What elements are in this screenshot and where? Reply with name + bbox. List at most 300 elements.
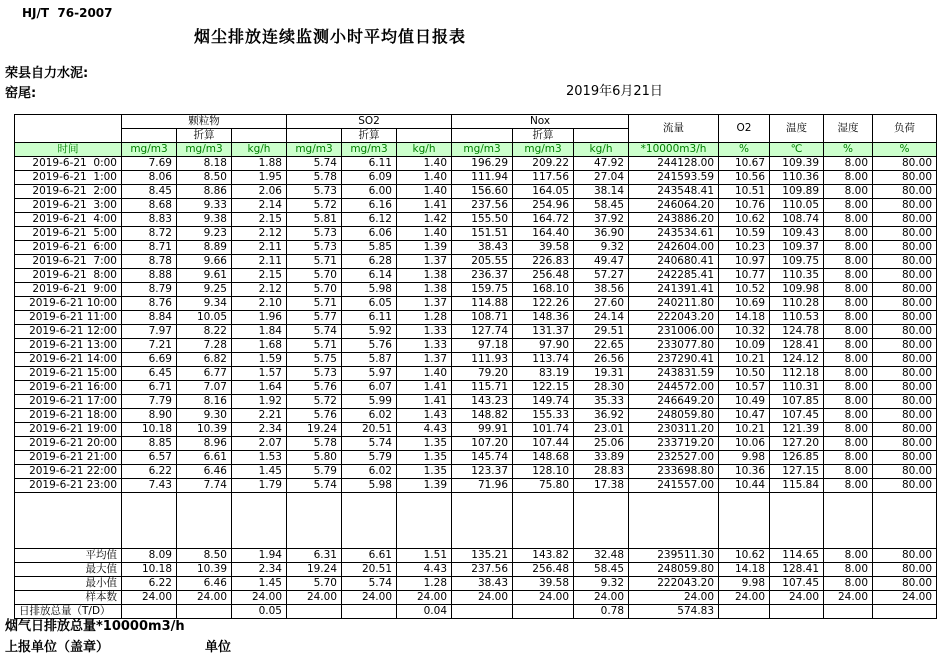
daily-total-value	[513, 605, 574, 619]
value-cell: 10.56	[719, 171, 770, 185]
value-cell: 39.58	[513, 241, 574, 255]
summary-value: 9.98	[719, 577, 770, 591]
daily-total-value	[873, 605, 937, 619]
value-cell: 1.39	[397, 241, 452, 255]
value-cell: 123.37	[452, 465, 513, 479]
value-cell: 19.31	[574, 367, 629, 381]
value-cell: 8.50	[177, 171, 232, 185]
value-cell: 80.00	[873, 311, 937, 325]
unit-header: mg/m3	[122, 143, 177, 157]
value-cell: 8.96	[177, 437, 232, 451]
value-cell: 1.40	[397, 227, 452, 241]
group-temp: 温度	[770, 115, 824, 143]
value-cell: 1.37	[397, 353, 452, 367]
value-cell: 8.00	[824, 283, 873, 297]
value-cell: 110.36	[770, 171, 824, 185]
group-nox: Nox	[452, 115, 629, 129]
value-cell: 2.10	[232, 297, 287, 311]
value-cell: 80.00	[873, 213, 937, 227]
value-cell: 149.74	[513, 395, 574, 409]
unit-header: mg/m3	[287, 143, 342, 157]
blank-row	[15, 493, 937, 549]
value-cell: 9.32	[574, 241, 629, 255]
value-cell: 196.29	[452, 157, 513, 171]
value-cell: 8.00	[824, 395, 873, 409]
summary-value: 24.00	[177, 591, 232, 605]
value-cell: 8.00	[824, 269, 873, 283]
value-cell: 6.14	[342, 269, 397, 283]
value-cell: 8.71	[122, 241, 177, 255]
value-cell: 112.18	[770, 367, 824, 381]
blank-cell	[122, 129, 177, 143]
group-header-row	[15, 115, 937, 129]
value-cell: 10.36	[719, 465, 770, 479]
summary-value: 24.00	[824, 591, 873, 605]
value-cell: 8.00	[824, 451, 873, 465]
value-cell: 10.57	[719, 381, 770, 395]
value-cell: 10.06	[719, 437, 770, 451]
daily-total-value	[770, 605, 824, 619]
table-row	[15, 423, 937, 437]
value-cell: 128.41	[770, 339, 824, 353]
value-cell: 151.51	[452, 227, 513, 241]
value-cell: 8.00	[824, 465, 873, 479]
value-cell: 110.28	[770, 297, 824, 311]
value-cell: 246649.20	[629, 395, 719, 409]
value-cell: 8.72	[122, 227, 177, 241]
value-cell: 8.06	[122, 171, 177, 185]
value-cell: 6.06	[342, 227, 397, 241]
summary-value: 24.00	[574, 591, 629, 605]
unit-header: %	[824, 143, 873, 157]
unit-header: mg/m3	[177, 143, 232, 157]
value-cell: 5.74	[287, 325, 342, 339]
value-cell: 1.84	[232, 325, 287, 339]
value-cell: 5.74	[287, 479, 342, 493]
value-cell: 5.73	[287, 227, 342, 241]
value-cell: 8.45	[122, 185, 177, 199]
value-cell: 164.05	[513, 185, 574, 199]
value-cell: 4.43	[397, 423, 452, 437]
value-cell: 243534.61	[629, 227, 719, 241]
blank-cell	[287, 129, 342, 143]
value-cell: 5.71	[287, 339, 342, 353]
value-cell: 2.21	[232, 409, 287, 423]
value-cell: 1.68	[232, 339, 287, 353]
value-cell: 5.72	[287, 199, 342, 213]
converted-label: 折算	[177, 129, 232, 143]
value-cell: 131.37	[513, 325, 574, 339]
daily-total-value: 0.78	[574, 605, 629, 619]
value-cell: 209.22	[513, 157, 574, 171]
value-cell: 110.05	[770, 199, 824, 213]
summary-value: 107.45	[770, 577, 824, 591]
group-o2: O2	[719, 115, 770, 143]
value-cell: 1.59	[232, 353, 287, 367]
value-cell: 80.00	[873, 423, 937, 437]
value-cell: 7.28	[177, 339, 232, 353]
value-cell: 75.80	[513, 479, 574, 493]
table-row	[15, 381, 937, 395]
summary-label: 样本数	[15, 591, 122, 605]
daily-total-value: 574.83	[629, 605, 719, 619]
summary-value: 6.22	[122, 577, 177, 591]
value-cell: 8.00	[824, 199, 873, 213]
value-cell: 80.00	[873, 479, 937, 493]
summary-value: 24.00	[232, 591, 287, 605]
value-cell: 33.89	[574, 451, 629, 465]
group-so2: SO2	[287, 115, 452, 129]
summary-value: 5.74	[342, 577, 397, 591]
summary-value: 80.00	[873, 563, 937, 577]
report-table	[14, 114, 937, 619]
value-cell: 7.69	[122, 157, 177, 171]
value-cell: 1.45	[232, 465, 287, 479]
value-cell: 80.00	[873, 395, 937, 409]
value-cell: 6.28	[342, 255, 397, 269]
blank-cell	[770, 493, 824, 549]
value-cell: 2.14	[232, 199, 287, 213]
value-cell: 80.00	[873, 283, 937, 297]
value-cell: 2.15	[232, 213, 287, 227]
value-cell: 6.07	[342, 381, 397, 395]
time-cell: 2019-6-21 12:00	[15, 325, 122, 339]
value-cell: 9.34	[177, 297, 232, 311]
value-cell: 237.56	[452, 199, 513, 213]
time-cell: 2019-6-21 14:00	[15, 353, 122, 367]
value-cell: 29.51	[574, 325, 629, 339]
value-cell: 10.09	[719, 339, 770, 353]
value-cell: 110.31	[770, 381, 824, 395]
value-cell: 8.00	[824, 367, 873, 381]
value-cell: 8.00	[824, 227, 873, 241]
value-cell: 5.73	[287, 185, 342, 199]
value-cell: 111.94	[452, 171, 513, 185]
summary-value: 19.24	[287, 563, 342, 577]
blank-cell	[574, 493, 629, 549]
summary-value: 8.50	[177, 549, 232, 563]
value-cell: 9.23	[177, 227, 232, 241]
table-row	[15, 437, 937, 451]
value-cell: 233719.20	[629, 437, 719, 451]
value-cell: 71.96	[452, 479, 513, 493]
value-cell: 5.80	[287, 451, 342, 465]
value-cell: 240211.80	[629, 297, 719, 311]
value-cell: 80.00	[873, 241, 937, 255]
value-cell: 1.40	[397, 171, 452, 185]
unit-header: mg/m3	[342, 143, 397, 157]
value-cell: 38.14	[574, 185, 629, 199]
value-cell: 10.44	[719, 479, 770, 493]
value-cell: 1.33	[397, 325, 452, 339]
value-cell: 117.56	[513, 171, 574, 185]
value-cell: 8.18	[177, 157, 232, 171]
value-cell: 10.51	[719, 185, 770, 199]
value-cell: 241557.00	[629, 479, 719, 493]
summary-value: 24.00	[287, 591, 342, 605]
value-cell: 5.71	[287, 297, 342, 311]
time-cell: 2019-6-21 18:00	[15, 409, 122, 423]
value-cell: 8.00	[824, 325, 873, 339]
value-cell: 10.76	[719, 199, 770, 213]
value-cell: 8.89	[177, 241, 232, 255]
time-cell: 2019-6-21 21:00	[15, 451, 122, 465]
summary-value: 8.00	[824, 563, 873, 577]
value-cell: 36.92	[574, 409, 629, 423]
value-cell: 7.97	[122, 325, 177, 339]
page-title: 烟尘排放连续监测小时平均值日报表	[193, 27, 466, 46]
value-cell: 80.00	[873, 325, 937, 339]
time-cell: 2019-6-21 17:00	[15, 395, 122, 409]
value-cell: 2.12	[232, 227, 287, 241]
table-row	[15, 451, 937, 465]
summary-value: 24.00	[719, 591, 770, 605]
value-cell: 244128.00	[629, 157, 719, 171]
value-cell: 80.00	[873, 437, 937, 451]
value-cell: 237290.41	[629, 353, 719, 367]
blank-cell	[629, 493, 719, 549]
value-cell: 243831.59	[629, 367, 719, 381]
company-label: 荣县自力水泥:	[5, 66, 89, 81]
value-cell: 110.35	[770, 269, 824, 283]
daily-total-value	[177, 605, 232, 619]
summary-row	[15, 577, 937, 591]
value-cell: 9.38	[177, 213, 232, 227]
time-cell: 2019-6-21 7:00	[15, 255, 122, 269]
value-cell: 236.37	[452, 269, 513, 283]
summary-row	[15, 549, 937, 563]
table-row	[15, 269, 937, 283]
value-cell: 6.61	[177, 451, 232, 465]
value-cell: 155.33	[513, 409, 574, 423]
daily-total-value	[719, 605, 770, 619]
summary-value: 237.56	[452, 563, 513, 577]
value-cell: 1.28	[397, 311, 452, 325]
time-cell: 2019-6-21 1:00	[15, 171, 122, 185]
value-cell: 37.92	[574, 213, 629, 227]
value-cell: 5.99	[342, 395, 397, 409]
value-cell: 231006.00	[629, 325, 719, 339]
value-cell: 6.46	[177, 465, 232, 479]
value-cell: 9.66	[177, 255, 232, 269]
summary-value: 8.09	[122, 549, 177, 563]
value-cell: 109.75	[770, 255, 824, 269]
value-cell: 6.71	[122, 381, 177, 395]
blank-cell	[452, 129, 513, 143]
value-cell: 10.52	[719, 283, 770, 297]
value-cell: 10.05	[177, 311, 232, 325]
value-cell: 240680.41	[629, 255, 719, 269]
table-row	[15, 339, 937, 353]
title-wrap	[0, 24, 660, 47]
value-cell: 8.79	[122, 283, 177, 297]
value-cell: 57.27	[574, 269, 629, 283]
value-cell: 80.00	[873, 409, 937, 423]
table-row	[15, 227, 937, 241]
value-cell: 233077.80	[629, 339, 719, 353]
value-cell: 8.00	[824, 423, 873, 437]
value-cell: 80.00	[873, 381, 937, 395]
value-cell: 8.22	[177, 325, 232, 339]
value-cell: 83.19	[513, 367, 574, 381]
value-cell: 8.85	[122, 437, 177, 451]
value-cell: 248059.80	[629, 409, 719, 423]
table-row	[15, 353, 937, 367]
time-cell: 2019-6-21 13:00	[15, 339, 122, 353]
value-cell: 1.79	[232, 479, 287, 493]
value-cell: 38.56	[574, 283, 629, 297]
value-cell: 80.00	[873, 255, 937, 269]
value-cell: 6.57	[122, 451, 177, 465]
time-cell: 2019-6-21 11:00	[15, 311, 122, 325]
group-hum: 湿度	[824, 115, 873, 143]
value-cell: 27.60	[574, 297, 629, 311]
summary-value: 5.70	[287, 577, 342, 591]
value-cell: 80.00	[873, 451, 937, 465]
value-cell: 109.43	[770, 227, 824, 241]
value-cell: 8.00	[824, 409, 873, 423]
time-cell: 2019-6-21 3:00	[15, 199, 122, 213]
standard-code: HJ/T 76-2007	[22, 6, 113, 20]
value-cell: 80.00	[873, 157, 937, 171]
time-cell: 2019-6-21 16:00	[15, 381, 122, 395]
value-cell: 109.89	[770, 185, 824, 199]
value-cell: 1.42	[397, 213, 452, 227]
value-cell: 205.55	[452, 255, 513, 269]
value-cell: 6.02	[342, 465, 397, 479]
value-cell: 5.85	[342, 241, 397, 255]
value-cell: 155.50	[452, 213, 513, 227]
table-row	[15, 199, 937, 213]
value-cell: 8.00	[824, 171, 873, 185]
value-cell: 14.18	[719, 311, 770, 325]
value-cell: 128.10	[513, 465, 574, 479]
value-cell: 8.68	[122, 199, 177, 213]
value-cell: 222043.20	[629, 311, 719, 325]
report-date: 2019年6月21日	[566, 84, 663, 99]
value-cell: 2.34	[232, 423, 287, 437]
value-cell: 58.45	[574, 199, 629, 213]
value-cell: 1.40	[397, 185, 452, 199]
value-cell: 5.70	[287, 269, 342, 283]
value-cell: 5.78	[287, 437, 342, 451]
summary-value: 128.41	[770, 563, 824, 577]
value-cell: 143.23	[452, 395, 513, 409]
value-cell: 5.77	[287, 311, 342, 325]
value-cell: 8.83	[122, 213, 177, 227]
value-cell: 1.40	[397, 367, 452, 381]
value-cell: 6.16	[342, 199, 397, 213]
value-cell: 108.71	[452, 311, 513, 325]
table-row	[15, 241, 937, 255]
value-cell: 1.35	[397, 437, 452, 451]
blank-cell	[574, 129, 629, 143]
table-row	[15, 185, 937, 199]
value-cell: 5.92	[342, 325, 397, 339]
value-cell: 25.06	[574, 437, 629, 451]
value-cell: 8.86	[177, 185, 232, 199]
value-cell: 145.74	[452, 451, 513, 465]
value-cell: 168.10	[513, 283, 574, 297]
value-cell: 122.26	[513, 297, 574, 311]
time-cell: 2019-6-21 20:00	[15, 437, 122, 451]
summary-value: 1.51	[397, 549, 452, 563]
converted-label: 折算	[513, 129, 574, 143]
value-cell: 6.09	[342, 171, 397, 185]
value-cell: 10.59	[719, 227, 770, 241]
value-cell: 8.00	[824, 185, 873, 199]
time-cell: 2019-6-21 5:00	[15, 227, 122, 241]
value-cell: 254.96	[513, 199, 574, 213]
value-cell: 6.22	[122, 465, 177, 479]
summary-value: 6.61	[342, 549, 397, 563]
value-cell: 24.14	[574, 311, 629, 325]
value-cell: 159.75	[452, 283, 513, 297]
value-cell: 8.00	[824, 297, 873, 311]
unit-header: mg/m3	[513, 143, 574, 157]
value-cell: 97.18	[452, 339, 513, 353]
value-cell: 8.78	[122, 255, 177, 269]
time-cell: 2019-6-21 2:00	[15, 185, 122, 199]
summary-value: 135.21	[452, 549, 513, 563]
value-cell: 127.15	[770, 465, 824, 479]
summary-value: 1.45	[232, 577, 287, 591]
value-cell: 23.01	[574, 423, 629, 437]
value-cell: 80.00	[873, 297, 937, 311]
flow-total-note: 烟气日排放总量*10000m3/h	[5, 619, 185, 634]
value-cell: 80.00	[873, 353, 937, 367]
value-cell: 8.76	[122, 297, 177, 311]
value-cell: 8.00	[824, 255, 873, 269]
time-cell: 2019-6-21 22:00	[15, 465, 122, 479]
daily-total-value	[287, 605, 342, 619]
value-cell: 97.90	[513, 339, 574, 353]
value-cell: 5.72	[287, 395, 342, 409]
value-cell: 6.11	[342, 157, 397, 171]
table-row	[15, 311, 937, 325]
value-cell: 80.00	[873, 339, 937, 353]
value-cell: 8.16	[177, 395, 232, 409]
hours-body	[15, 157, 937, 493]
value-cell: 230311.20	[629, 423, 719, 437]
value-cell: 246064.20	[629, 199, 719, 213]
value-cell: 113.74	[513, 353, 574, 367]
value-cell: 127.20	[770, 437, 824, 451]
value-cell: 2.12	[232, 283, 287, 297]
daily-total-value: 0.04	[397, 605, 452, 619]
summary-value: 20.51	[342, 563, 397, 577]
value-cell: 1.41	[397, 395, 452, 409]
value-cell: 5.98	[342, 479, 397, 493]
value-cell: 148.36	[513, 311, 574, 325]
value-cell: 8.84	[122, 311, 177, 325]
table-row	[15, 479, 937, 493]
value-cell: 1.38	[397, 269, 452, 283]
table-row	[15, 213, 937, 227]
time-cell: 2019-6-21 19:00	[15, 423, 122, 437]
value-cell: 115.84	[770, 479, 824, 493]
value-cell: 2.15	[232, 269, 287, 283]
blank-cell	[513, 493, 574, 549]
value-cell: 10.21	[719, 353, 770, 367]
value-cell: 1.95	[232, 171, 287, 185]
summary-body	[15, 549, 937, 619]
value-cell: 10.62	[719, 213, 770, 227]
time-cell: 2019-6-21 15:00	[15, 367, 122, 381]
value-cell: 127.74	[452, 325, 513, 339]
value-cell: 80.00	[873, 227, 937, 241]
value-cell: 5.76	[287, 409, 342, 423]
